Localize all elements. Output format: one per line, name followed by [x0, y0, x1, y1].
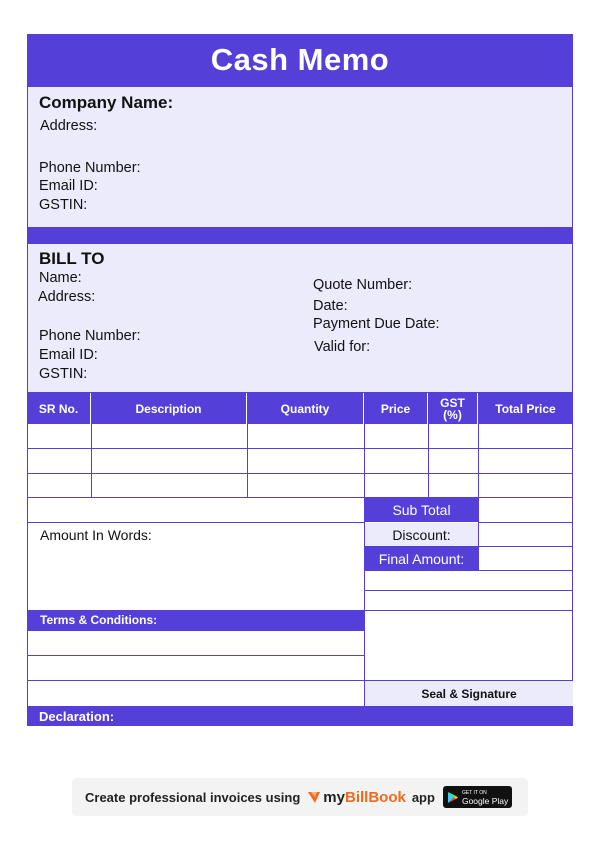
company-gstin-label: GSTIN:	[39, 197, 88, 213]
company-name-label: Company Name:	[39, 93, 174, 112]
date-label: Date:	[313, 298, 348, 314]
promo-suffix: app	[411, 789, 435, 805]
header-sr-no: SR No.	[38, 401, 79, 416]
google-play-badge[interactable]	[443, 786, 512, 808]
discount-label: Discount:	[365, 523, 478, 546]
section-divider	[27, 228, 573, 243]
bill-to-panel	[27, 243, 573, 393]
bill-to-heading: BILL TO	[39, 249, 105, 268]
company-email-label: Email ID:	[39, 178, 98, 194]
bill-to-phone-label: Phone Number:	[39, 328, 141, 344]
seal-signature-label: Seal & Signature	[365, 681, 573, 706]
header-gst: GST (%)	[440, 395, 465, 422]
company-address-label: Address:	[40, 118, 98, 134]
badge-store-name: Google Play	[461, 796, 509, 806]
company-phone-label: Phone Number:	[39, 160, 141, 176]
promo-banner[interactable]	[72, 778, 528, 816]
mybillbook-brand[interactable]: myBillBook	[323, 788, 406, 806]
mybillbook-logo-icon	[307, 790, 321, 804]
header-price: Price	[380, 401, 411, 416]
summary-section	[27, 498, 573, 706]
declaration-bar	[27, 706, 573, 726]
bill-to-gstin-label: GSTIN:	[39, 366, 88, 382]
sub-total-label: Sub Total	[365, 498, 478, 522]
terms-conditions-label: Terms & Conditions:	[40, 613, 158, 627]
header-quantity: Quantity	[280, 401, 330, 416]
bill-to-email-label: Email ID:	[39, 347, 98, 363]
company-panel	[27, 86, 573, 228]
promo-text: Create professional invoices using	[85, 789, 301, 805]
bill-to-address-label: Address:	[38, 289, 96, 305]
terms-bar	[28, 610, 364, 631]
amount-in-words-label: Amount In Words:	[40, 527, 152, 543]
valid-for-label: Valid for:	[314, 339, 371, 355]
header-total-price: Total Price	[495, 401, 556, 416]
final-amount-label: Final Amount:	[365, 547, 478, 570]
declaration-label: Declaration:	[39, 709, 115, 724]
bill-to-name-label: Name:	[39, 270, 82, 286]
payment-due-date-label: Payment Due Date:	[313, 316, 440, 332]
quote-number-label: Quote Number:	[313, 277, 413, 293]
badge-small-text: GET IT ON	[461, 790, 487, 796]
google-play-icon	[447, 791, 459, 804]
header-description: Description	[135, 401, 202, 416]
items-table-body	[27, 424, 573, 498]
document-title: Cash Memo	[27, 34, 573, 86]
items-table-header	[27, 393, 573, 424]
